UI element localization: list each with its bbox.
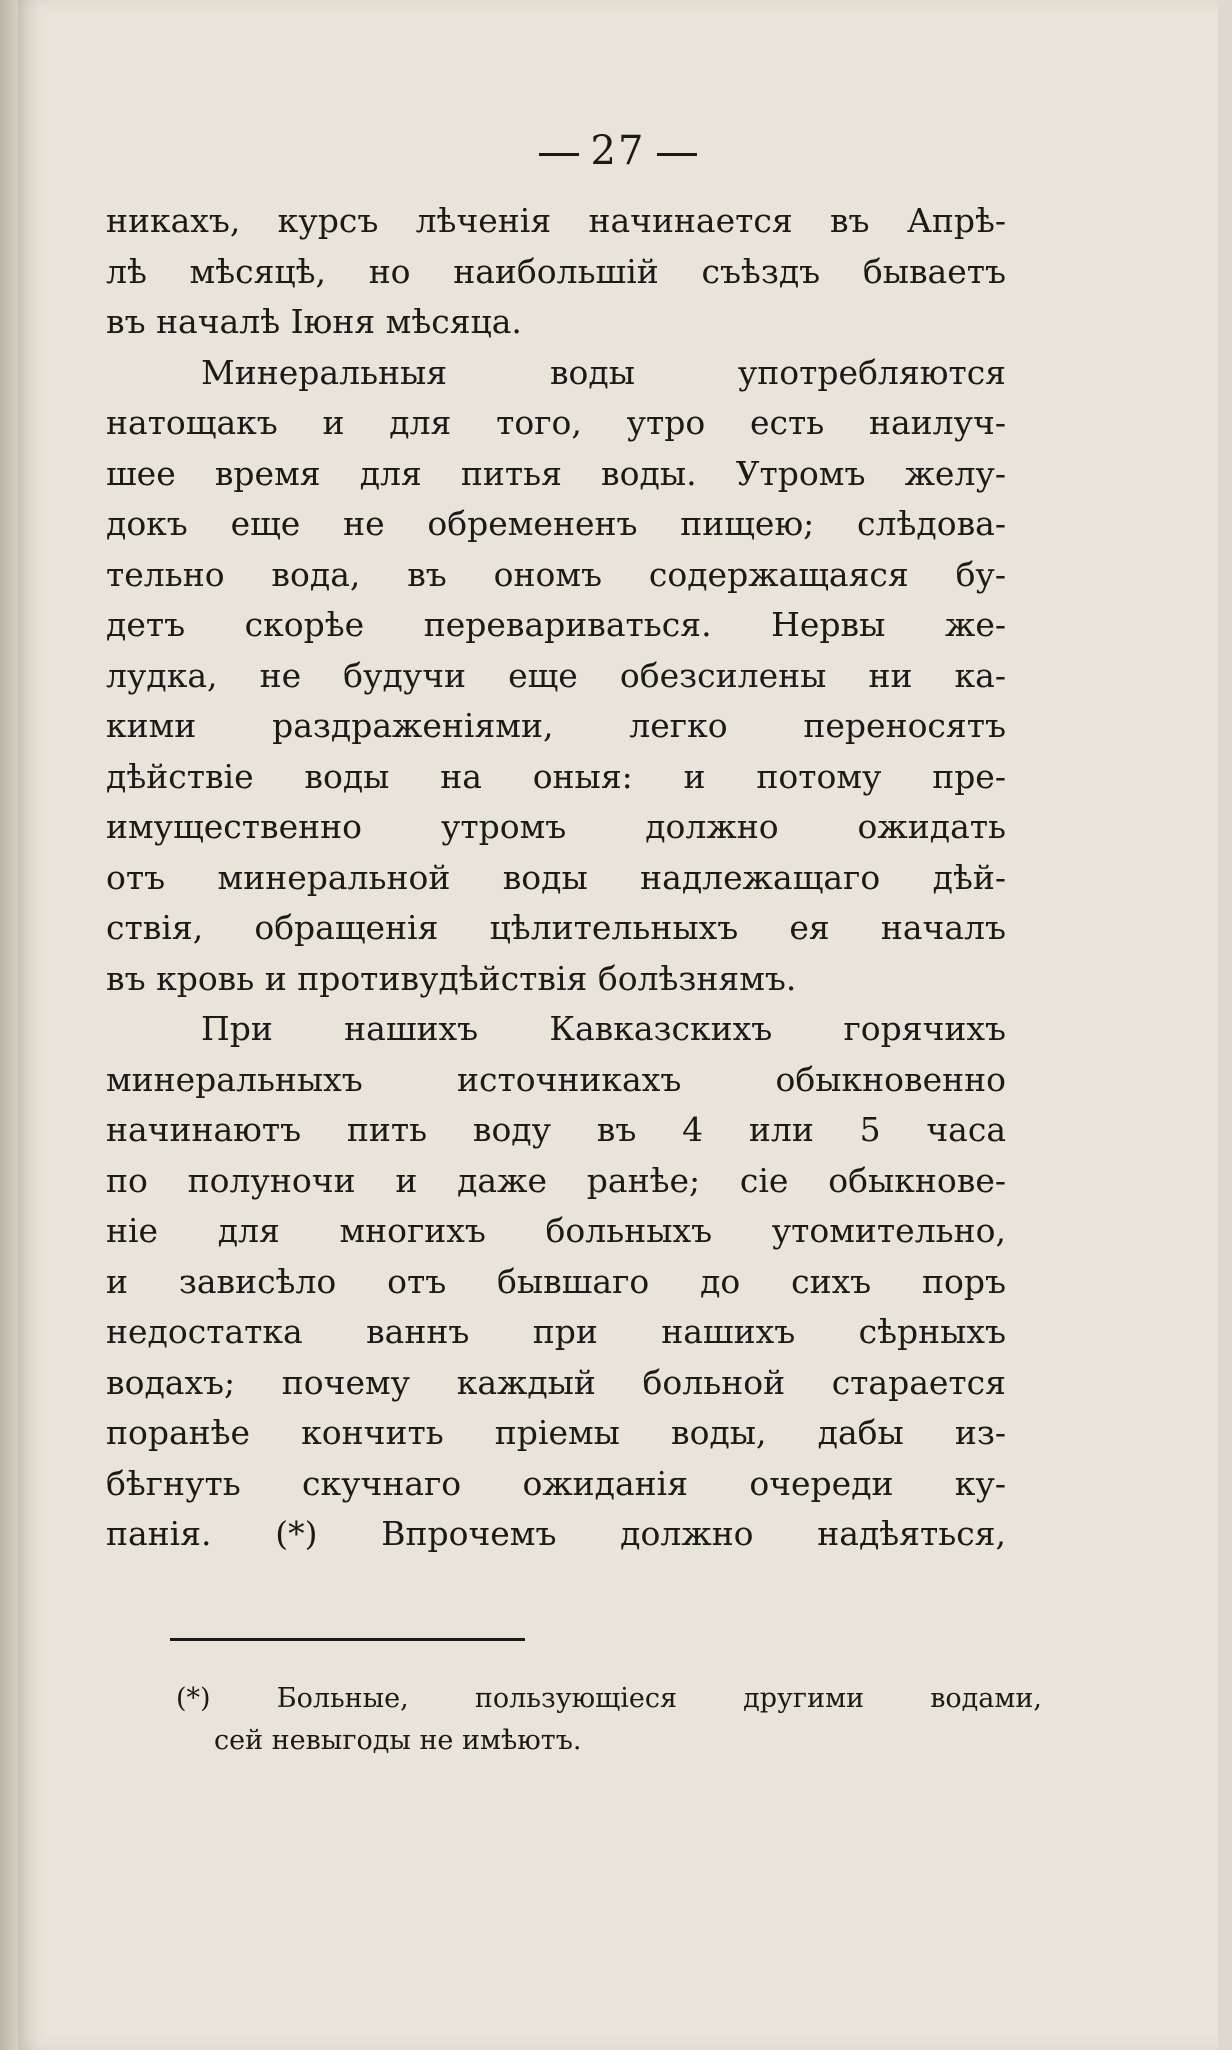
- text-line: водахъ; почему каждый больной старается: [106, 1362, 1006, 1402]
- text-line: панія. (*) Впрочемъ должно надѣяться,: [106, 1514, 1006, 1553]
- page-number: [18, 128, 1218, 174]
- body-text: [106, 196, 1006, 1560]
- text-line: ніе для многихъ больныхъ утомительно,: [106, 1211, 1006, 1250]
- text-line: детъ скорѣе перевариваться. Нервы же-: [106, 605, 1006, 644]
- text-line: кими раздраженіями, легко переносятъ: [106, 706, 1006, 745]
- page-number-dash-left: [539, 153, 579, 156]
- book-gutter: [0, 0, 18, 2050]
- text-line: При нашихъ Кавказскихъ горячихъ: [201, 1009, 1006, 1048]
- footnote-line: (*) Больные, пользующіеся другими водами,: [176, 1683, 1042, 1714]
- text-line: въ кровь и противудѣйствія болѣзнямъ.: [106, 958, 797, 998]
- text-line: имущественно утромъ должно ожидать: [106, 807, 1006, 846]
- text-line: тельно вода, въ ономъ содержащаяся бу-: [106, 554, 1006, 594]
- text-line: минеральныхъ источникахъ обыкновенно: [106, 1059, 1006, 1099]
- footnote: [176, 1678, 1042, 1762]
- text-line: дѣйствіе воды на оныя: и потому пре-: [106, 756, 1006, 796]
- page-number-dash-right: [657, 153, 697, 156]
- footnote-line: сей невыгоды не имѣютъ.: [214, 1725, 582, 1756]
- text-line: никахъ, курсъ лѣченія начинается въ Апрѣ-: [106, 201, 1006, 240]
- text-line: въ началѣ Іюня мѣсяца.: [106, 302, 522, 341]
- text-line: ствія, обращенія цѣлительныхъ ея началъ: [106, 908, 1006, 947]
- text-line: шее время для питья воды. Утромъ желу-: [106, 453, 1006, 493]
- page-number-text: 27: [590, 128, 646, 174]
- text-line: начинаютъ пить воду въ 4 или 5 часа: [106, 1110, 1006, 1149]
- text-line: докъ еще не обремененъ пищею; слѣдова-: [106, 504, 1006, 543]
- text-line: поранѣе кончить пріемы воды, дабы из-: [106, 1413, 1006, 1452]
- text-line: и зависѣло отъ бывшаго до сихъ поръ: [106, 1261, 1006, 1301]
- book-page: [18, 0, 1218, 2050]
- text-line: недостатка ваннъ при нашихъ сѣрныхъ: [106, 1312, 1006, 1351]
- text-line: бѣгнуть скучнаго ожиданія очереди ку-: [106, 1463, 1006, 1503]
- footnote-rule: [170, 1638, 525, 1641]
- text-line: Минеральныя воды употребляются: [201, 352, 1006, 392]
- text-line: лудка, не будучи еще обезсилены ни ка-: [106, 655, 1006, 695]
- text-line: лѣ мѣсяцѣ, но наибольшій съѣздъ бываетъ: [106, 251, 1006, 291]
- text-line: натощакъ и для того, утро есть наилуч-: [106, 403, 1006, 442]
- text-line: отъ минеральной воды надлежащаго дѣй-: [106, 857, 1006, 897]
- text-line: по полуночи и даже ранѣе; сіе обыкнове-: [106, 1160, 1006, 1200]
